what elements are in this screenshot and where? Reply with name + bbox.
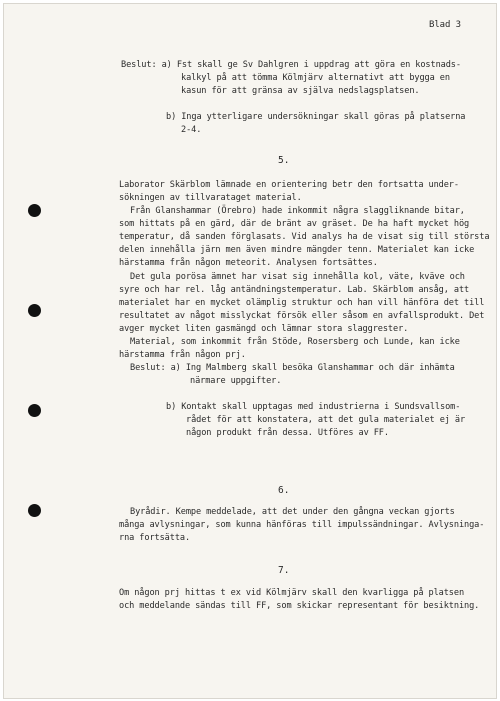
paragraph-line: sökningen av tillvarataget material. <box>119 193 302 203</box>
decision-line: rådet för att konstatera, att det gula materialet ej är <box>186 415 466 425</box>
decision-line: någon produkt från dessa. Utföres av FF. <box>186 428 389 438</box>
document-page <box>3 3 497 699</box>
decision-line: Beslut: a) Fst skall ge Sv Dahlgren i uppdrag att göra en kostnads- <box>121 60 461 70</box>
decision-line: kasun för att gränsa av själva nedslagsplatsen. <box>181 86 420 96</box>
paragraph-line: syre och har rel. låg antändningstemperatur. Lab. Skärblom ansåg, att <box>119 285 470 295</box>
punch-hole <box>28 304 41 317</box>
paragraph-line: härstamma från någon meteorit. Analysen fortsättes. <box>119 258 378 268</box>
section-number: 6. <box>278 485 290 496</box>
paragraph-line: temperatur, då sanden förglasats. Vid analys ha de visat sig till största <box>119 232 490 242</box>
paragraph-line: Om någon prj hittas t ex vid Kölmjärv skall den kvarligga på platsen <box>119 588 465 598</box>
paragraph-line: Det gula porösa ämnet har visat sig innehålla kol, väte, kväve och <box>130 272 465 282</box>
page-number: Blad 3 <box>429 20 461 30</box>
section-number: 7. <box>278 565 290 576</box>
paragraph-line: många avlysningar, som kunna hänföras till impulssändningar. Avlysninga- <box>119 520 485 530</box>
paragraph-line: resultatet av något misslyckat försök eller såsom en avfallsprodukt. Det <box>119 311 485 321</box>
paragraph-line: rna fortsätta. <box>119 533 191 543</box>
paragraph-line: Material, som inkommit från Stöde, Rosersberg och Lunde, kan icke <box>130 337 460 347</box>
paragraph-line: materialet har en mycket olämplig struktur och han vill hänföra det till <box>119 298 485 308</box>
paragraph-line: Byrådir. Kempe meddelade, att det under den gångna veckan gjorts <box>130 507 455 517</box>
decision-line: kalkyl på att tömma Kölmjärv alternativt att bygga en <box>181 73 450 83</box>
paragraph-line: Från Glanshammar (Örebro) hade inkommit några slaggliknande bitar, <box>130 206 465 216</box>
decision-line: Beslut: a) Ing Malmberg skall besöka Glanshammar och där inhämta <box>130 363 455 373</box>
paragraph-line: härstamma från någon prj. <box>119 350 246 360</box>
section-number: 5. <box>278 155 290 166</box>
paragraph-line: Laborator Skärblom lämnade en orientering betr den fortsatta under- <box>119 180 459 190</box>
punch-hole <box>28 204 41 217</box>
paragraph-line: delen innehålla järn men även mindre mängder tenn. Materialet kan icke <box>119 245 475 255</box>
punch-hole <box>28 404 41 417</box>
decision-line: b) Inga ytterligare undersökningar skall göras på platserna <box>166 112 466 122</box>
punch-hole <box>28 504 41 517</box>
paragraph-line: avger mycket liten gasmängd och lämnar stora slaggrester. <box>119 324 409 334</box>
paragraph-line: och meddelande sändas till FF, som skickar representant för besiktning. <box>119 601 480 611</box>
decision-line: närmare uppgifter. <box>190 376 282 386</box>
paragraph-line: som hittats på en gärd, där de bränt av gräset. De ha haft mycket hög <box>119 219 470 229</box>
decision-line: 2-4. <box>181 125 202 135</box>
decision-line: b) Kontakt skall upptagas med industrierna i Sundsvallsom- <box>166 402 461 412</box>
